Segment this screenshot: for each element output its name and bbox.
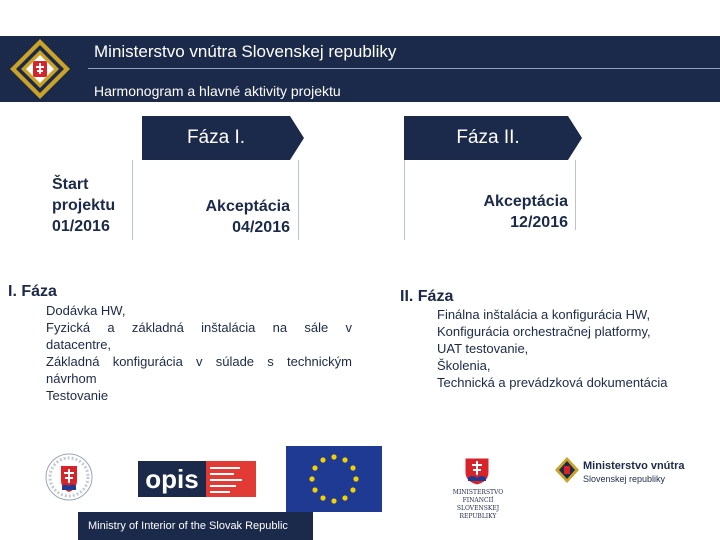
list-item: Testovanie: [46, 388, 109, 403]
mf-emblem-icon: [462, 456, 492, 486]
list-item: Fyzická a základná inštalácia na sále v: [46, 320, 352, 335]
list-item: Konfigurácia orchestračnej platformy,: [437, 324, 651, 339]
list-item: Finálna inštalácia a konfigurácia HW,: [437, 307, 651, 322]
phase1-activity-list: [46, 302, 352, 404]
list-item: návrhom: [46, 371, 97, 386]
page-subtitle: Harmonogram a hlavné aktivity projektu: [94, 83, 341, 99]
milestone-acceptance-1: Akceptácia 04/2016: [205, 198, 290, 236]
milestone-divider: [132, 160, 133, 240]
phase2-activity-list: [437, 306, 707, 391]
opis-tagline-icon: [206, 461, 256, 497]
eu-flag-icon: [286, 446, 382, 512]
footer-text: Ministry of Interior of the Slovak Republic: [88, 520, 288, 532]
milestone-divider: [575, 160, 576, 230]
milestone-acceptance-2: Akceptácia 12/2016: [483, 193, 568, 231]
phase1-heading: I. Fáza: [8, 283, 57, 300]
phase2-heading: II. Fáza: [400, 288, 454, 305]
list-item: UAT testovanie,: [437, 341, 529, 356]
mv-logo-line1: Ministerstvo vnútra: [583, 460, 685, 472]
milestone-divider: [404, 160, 405, 240]
header-divider: [88, 68, 720, 69]
mv-small-logo-icon: [554, 456, 580, 484]
mv-logo-line2: Slovenskej republiky: [583, 474, 666, 484]
list-item: Školenia,: [437, 358, 491, 373]
ministry-logo-icon: [8, 37, 72, 101]
opis-logo: opis: [138, 461, 206, 497]
mf-logo-text: MINISTERSTVO FINANCIÍ SLOVENSKEJ REPUBLIKY: [452, 489, 504, 520]
list-item: Technická a prevádzková dokumentácia: [437, 375, 668, 390]
milestone-start: Štart projektu 01/2016: [52, 176, 116, 235]
milestone-divider: [298, 160, 299, 240]
page-title: Ministerstvo vnútra Slovenskej republiky: [94, 42, 397, 61]
list-item: Základná konfigurácia v súlade s technickým: [46, 354, 352, 369]
list-item: Dodávka HW,: [46, 303, 126, 318]
phase2-label: Fáza II.: [456, 127, 520, 148]
phase1-label: Fáza I.: [186, 127, 246, 148]
list-item: datacentre,: [46, 337, 112, 352]
state-seal-icon: [40, 452, 98, 502]
